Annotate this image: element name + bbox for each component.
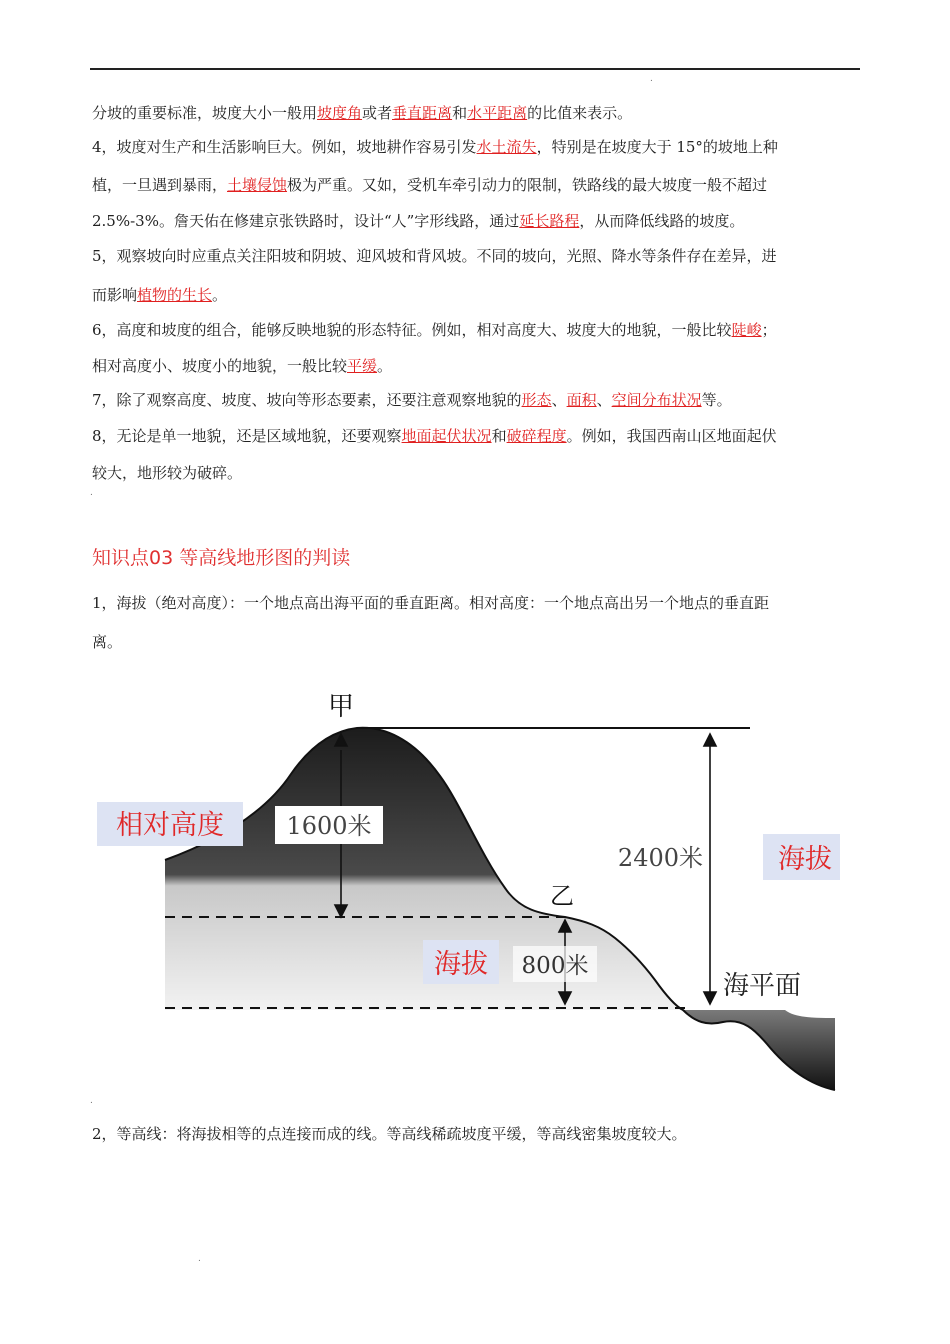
term-area: 面积 — [566, 391, 597, 409]
paragraph-4-line1: 4，坡度对生产和生活影响巨大。例如，坡地耕作容易引发水土流失，特别是在坡度大于 15°的坡地上种 — [92, 138, 778, 156]
altitude-tag-left: 海拔 — [434, 949, 488, 980]
footer-mark: . — [198, 1254, 201, 1264]
term-plant-growth: 植物的生长 — [137, 286, 213, 304]
term-ground-relief: 地面起伏状况 — [401, 427, 492, 445]
header-rule — [90, 68, 860, 70]
peak-a-label: 甲 — [328, 692, 355, 722]
paragraph-mark: . — [90, 488, 93, 498]
term-soil-erosion: 土壤侵蚀 — [227, 176, 288, 194]
paragraph-6-line2: 相对高度小、坡度小的地貌，一般比较平缓。 — [92, 357, 393, 375]
term-fragmentation: 破碎程度 — [506, 427, 567, 445]
term-shape: 形态 — [521, 391, 552, 409]
value-1600: 1600米 — [286, 812, 372, 840]
altitude-diagram — [95, 688, 840, 1096]
section-item-1-line1: 1，海拔（绝对高度）：一个地点高出海平面的垂直距离。相对高度：一个地点高出另一个地点的垂直距 — [92, 594, 770, 612]
term-vertical-distance: 垂直距离 — [392, 104, 453, 122]
paragraph-4-line3: 2.5%-3%。詹天佑在修建京张铁路时，设计“人”字形线路，通过延长路程，从而降低线路的坡度。 — [92, 212, 745, 230]
term-gentle: 平缓 — [347, 357, 378, 375]
term-horizontal-distance: 水平距离 — [467, 104, 528, 122]
altitude-tag-right: 海拔 — [778, 844, 832, 875]
peak-b-label: 乙 — [550, 882, 574, 910]
relative-height-tag: 相对高度 — [116, 810, 224, 841]
value-2400: 2400米 — [617, 844, 703, 872]
paragraph-8-line2: 较大，地形较为破碎。 — [92, 464, 243, 482]
paragraph-5-line1: 5，观察坡向时应重点关注阳坡和阴坡、迎风坡和背风坡。不同的坡向，光照、降水等条件存在差异，进 — [92, 247, 777, 265]
section-heading: 知识点03 等高线地形图的判读 — [92, 547, 351, 569]
value-800: 800米 — [521, 953, 589, 979]
arrow-2400 — [704, 734, 716, 1004]
paragraph-5-line2: 而影响植物的生长。 — [92, 286, 228, 304]
paragraph-8-line1: 8，无论是单一地貌，还是区域地貌，还要观察地面起伏状况和破碎程度。例如，我国西南山区地面起伏 — [92, 427, 777, 445]
section-item-2: 2，等高线：将海拔相等的点连接而成的线。等高线稀疏坡度平缓，等高线密集坡度较大。 — [92, 1125, 687, 1143]
paragraph-slope-measure: 分坡的重要标准，坡度大小一般用坡度角或者垂直距离和水平距离的比值来表示。 — [92, 104, 633, 122]
paragraph-mark-2: . — [90, 1096, 93, 1106]
paragraph-7: 7，除了观察高度、坡度、坡向等形态要素，还要注意观察地貌的形态、面积、空间分布状况等。 — [92, 391, 732, 409]
term-steep: 陡峻 — [731, 321, 762, 339]
term-slope-angle: 坡度角 — [317, 104, 363, 122]
term-extend-route: 延长路程 — [519, 212, 580, 230]
term-soil-erosion-water: 水土流失 — [476, 138, 537, 156]
page-mark: . — [650, 74, 653, 84]
paragraph-4-line2: 植，一旦遇到暴雨，土壤侵蚀极为严重。又如，受机车牵引动力的限制，铁路线的最大坡度一般不超过 — [92, 176, 768, 194]
section-item-1-line2: 离。 — [92, 633, 123, 651]
paragraph-6-line1: 6，高度和坡度的组合，能够反映地貌的形态特征。例如，相对高度大、坡度大的地貌，一般比较陡峻； — [92, 321, 777, 339]
term-spatial-distribution: 空间分布状况 — [611, 391, 702, 409]
sea-level-label: 海平面 — [723, 971, 802, 1001]
